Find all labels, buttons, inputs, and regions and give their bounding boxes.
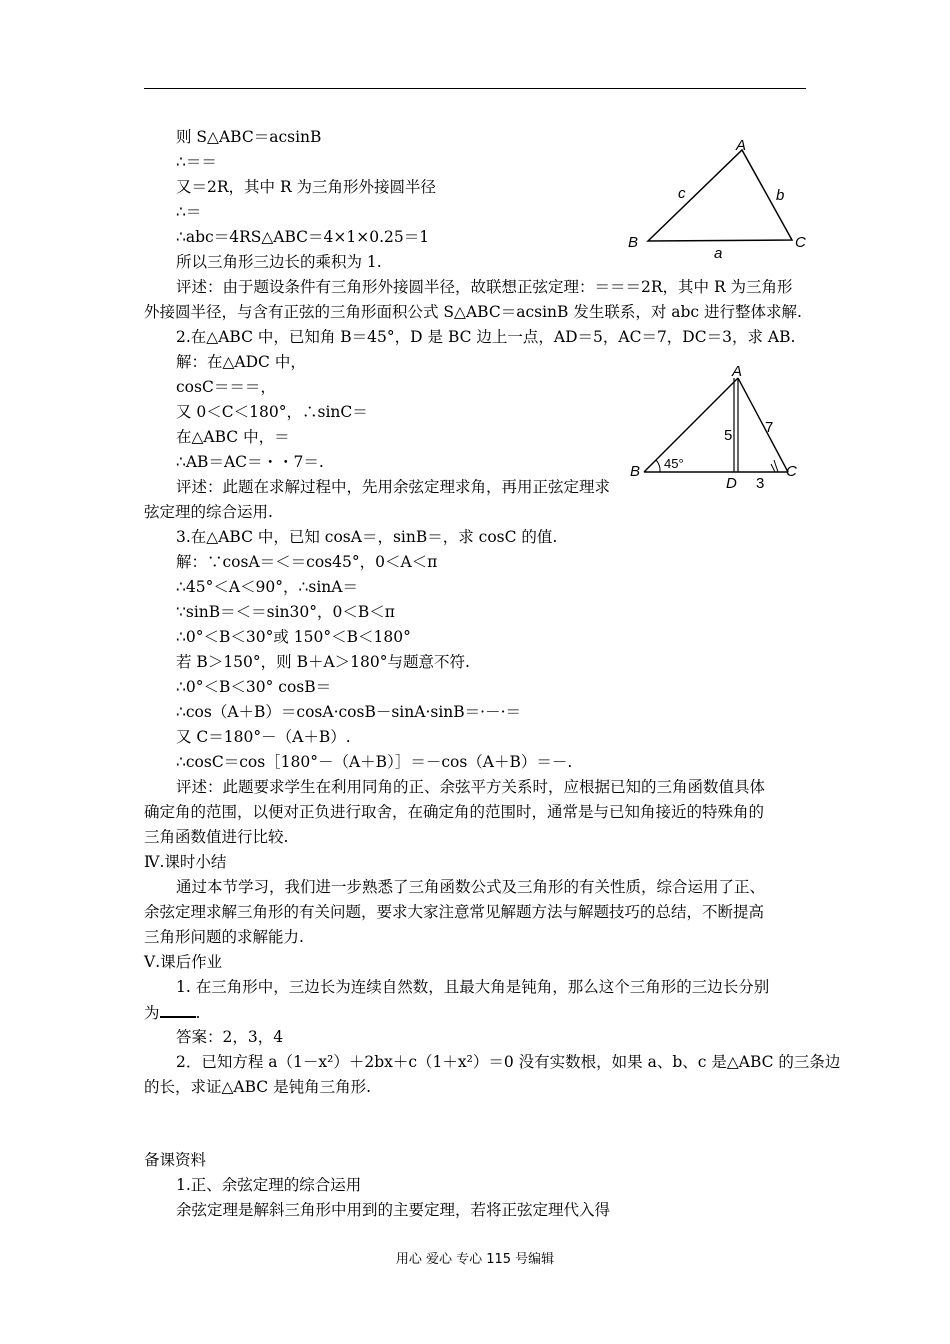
- header-rule: [144, 88, 806, 89]
- text-line: ∴＝: [176, 203, 202, 221]
- side-label-c: c: [678, 185, 686, 202]
- vertex-label-a: A: [736, 137, 747, 154]
- text-line: ∴45°＜A＜90°，∴sinA＝: [176, 578, 358, 596]
- vertex-label-a: A: [732, 363, 743, 380]
- text-line: 弦定理的综合运用.: [144, 503, 273, 521]
- section-heading: 备课资料: [144, 1151, 207, 1169]
- angle-label-b: 45°: [664, 456, 684, 471]
- text-line: 三角函数值进行比较.: [144, 828, 289, 846]
- vertex-label-d: D: [726, 475, 737, 492]
- length-label-dc: 3: [756, 475, 765, 492]
- text-line: 在△ABC 中，＝: [176, 428, 290, 446]
- text-line: 1.正、余弦定理的综合运用: [176, 1176, 362, 1194]
- text-line: ∵sinB＝＜＝sin30°，0＜B＜π: [176, 603, 395, 621]
- text-line: 的长，求证△ABC 是钝角三角形.: [144, 1078, 372, 1096]
- text-line: 为 .: [144, 1004, 201, 1022]
- text-line: ∴abc＝4RS△ABC＝4×1×0.25＝1: [176, 228, 430, 246]
- text-line: ∴＝＝: [176, 153, 217, 171]
- text-line: 解：∵cosA＝＜＝cos45°，0＜A＜π: [176, 553, 438, 571]
- text-line: ∴0°＜B＜30° cosB＝: [176, 678, 332, 696]
- section-heading: Ⅳ.课时小结: [144, 853, 227, 871]
- text-line: cosC＝＝＝，: [176, 378, 276, 396]
- section-heading: Ⅴ.课后作业: [144, 953, 223, 971]
- length-label-ad: 5: [724, 427, 733, 444]
- vertex-label-b: B: [628, 234, 639, 251]
- text-line: 所以三角形三边长的乘积为 1.: [176, 253, 382, 271]
- text-line: 确定角的范围，以便对正负进行取舍，在确定角的范围时，通常是与已知角接近的特殊角的: [144, 803, 765, 821]
- triangle-figure-1: [620, 130, 820, 260]
- vertex-label-c: C: [786, 463, 797, 480]
- text-line: 答案：2，3，4: [176, 1028, 284, 1046]
- text-line: 三角形问题的求解能力.: [144, 928, 304, 946]
- text-line: 则 S△ABC＝acsinB: [176, 128, 322, 146]
- text-line: 解：在△ADC 中，: [176, 353, 306, 371]
- text-line: ∴cosC＝cos［180°－（A＋B）］＝－cos（A＋B）＝－.: [176, 753, 573, 771]
- text-line: 3.在△ABC 中，已知 cosA＝，sinB＝，求 cosC 的值.: [176, 528, 558, 546]
- text-line: 2．已知方程 a（1－x²）＋2bx＋c（1＋x²）＝0 没有实数根，如果 a、b、c 是△ABC 的三条边: [176, 1053, 841, 1071]
- text-line: 又＝2R，其中 R 为三角形外接圆半径: [176, 178, 437, 196]
- text-line: 余弦定理求解三角形的有关问题，要求大家注意常见解题方法与解题技巧的总结，不断提高: [144, 903, 765, 921]
- text-line: 通过本节学习，我们进一步熟悉了三角函数公式及三角形的有关性质，综合运用了正、: [176, 878, 766, 896]
- vertex-label-b: B: [630, 463, 641, 480]
- answer-blank: [160, 1002, 196, 1018]
- text-line: 评述：此题在求解过程中，先用余弦定理求角，再用正弦定理求: [176, 478, 611, 496]
- text-line: 2.在△ABC 中，已知角 B＝45°，D 是 BC 边上一点，AD＝5，AC＝7，DC＝3，求 AB.: [176, 328, 796, 346]
- text-line: 若 B＞150°，则 B＋A＞180°与题意不符.: [176, 653, 470, 671]
- side-label-b: b: [776, 187, 785, 204]
- text-line: 又 C＝180°－（A＋B）.: [176, 728, 351, 746]
- triangle-abc: [648, 150, 792, 241]
- text-line: 外接圆半径，与含有正弦的三角形面积公式 S△ABC＝acsinB 发生联系，对 abc 进行整体求解.: [144, 303, 802, 321]
- text-line: 余弦定理是解斜三角形中用到的主要定理，若将正弦定理代入得: [176, 1201, 611, 1219]
- page-footer: 用心 爱心 专心 115 号编辑: [395, 1252, 555, 1267]
- text-line: 又 0＜C＜180°，∴sinC＝: [176, 403, 368, 421]
- text-line: ∴cos（A＋B）＝cosA·cosB－sinA·sinB＝·－·＝: [176, 703, 522, 721]
- side-label-a: a: [714, 245, 723, 260]
- triangle-figure-2: [628, 360, 808, 495]
- text-line: ∴AB＝AC＝・・7＝.: [176, 453, 324, 471]
- length-label-ac: 7: [765, 419, 774, 436]
- text-line: 1. 在三角形中，三边长为连续自然数，且最大角是钝角，那么这个三角形的三边长分别: [176, 978, 770, 996]
- text-line: ∴0°＜B＜30°或 150°＜B＜180°: [176, 628, 411, 646]
- vertex-label-c: C: [795, 234, 806, 251]
- text-line: 评述：此题要求学生在利用同角的正、余弦平方关系时，应根据已知的三角函数值具体: [176, 778, 766, 796]
- text-line: 评述：由于题设条件有三角形外接圆半径，故联想正弦定理：＝＝＝2R，其中 R 为三角形: [176, 278, 793, 296]
